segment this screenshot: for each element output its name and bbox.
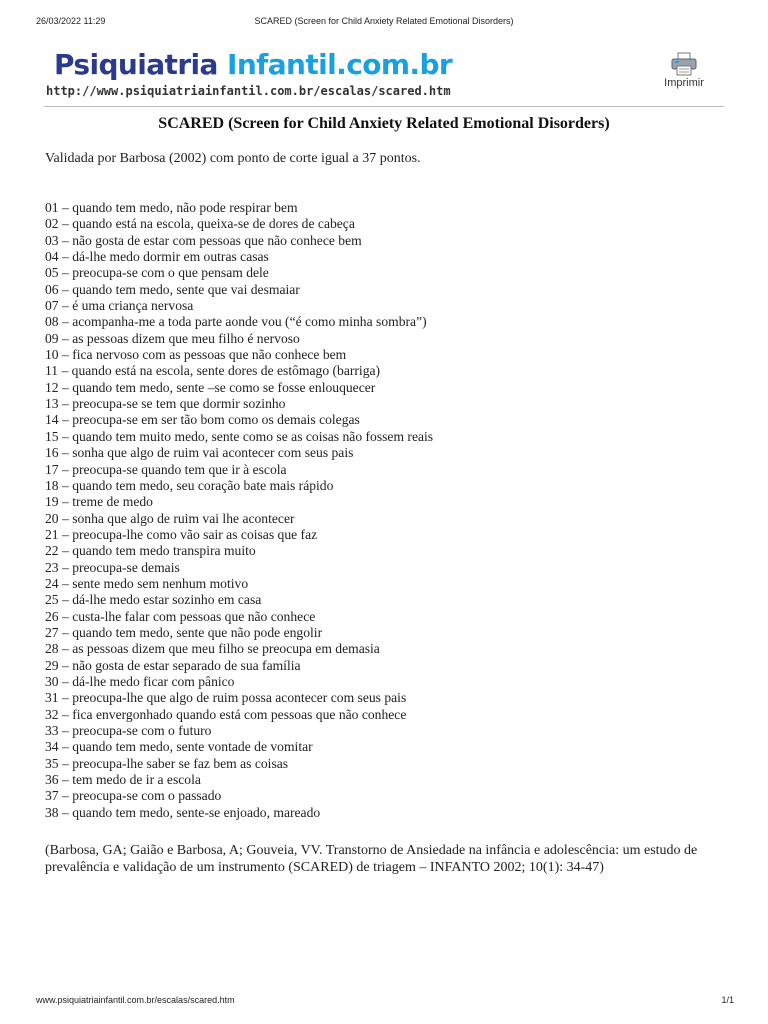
- footer-url: www.psiquiatriainfantil.com.br/escalas/scared.htm: [36, 995, 235, 1005]
- list-item: 03 – não gosta de estar com pessoas que não conhece bem: [45, 232, 362, 248]
- list-item: 20 – sonha que algo de ruim vai lhe acontecer: [45, 510, 295, 526]
- list-item: 38 – quando tem medo, sente-se enjoado, mareado: [45, 804, 321, 820]
- reference-citation: (Barbosa, GA; Gaião e Barbosa, A; Gouveia, VV. Transtorno de Ansiedade na infância e adolescência: um estudo de prevalência e validação de um instrumento (SCARED) de triagem – INFANTO 2002; 10(1): 34-47): [45, 843, 698, 875]
- logo-part-psiquiatria: Psiquiatria: [54, 48, 218, 81]
- list-item: 22 – quando tem medo transpira muito: [45, 543, 256, 559]
- print-button[interactable]: [656, 52, 712, 89]
- list-item: 04 – dá-lhe medo dormir em outras casas: [45, 249, 269, 265]
- list-item: 07 – é uma criança nervosa: [45, 298, 194, 314]
- list-item: 05 – preocupa-se com o que pensam dele: [45, 265, 269, 281]
- page-url[interactable]: http://www.psiquiatriainfantil.com.br/escalas/scared.htm: [46, 84, 451, 98]
- list-item: 17 – preocupa-se quando tem que ir à escola: [45, 461, 287, 477]
- list-item: 06 – quando tem medo, sente que vai desmaiar: [45, 281, 300, 297]
- list-item: 14 – preocupa-se em ser tão bom como os demais colegas: [45, 412, 360, 428]
- page-number: 1/1: [721, 995, 734, 1005]
- site-logo[interactable]: [54, 48, 452, 82]
- list-item: 23 – preocupa-se demais: [45, 559, 180, 575]
- list-item: 08 – acompanha-me a toda parte aonde vou (“é como minha sombra”): [45, 314, 427, 330]
- questionnaire-item-list: [45, 200, 433, 821]
- list-item: 30 – dá-lhe medo ficar com pânico: [45, 673, 235, 689]
- list-item: 25 – dá-lhe medo estar sozinho em casa: [45, 592, 262, 608]
- list-item: 13 – preocupa-se se tem que dormir sozinho: [45, 396, 286, 412]
- list-item: 27 – quando tem medo, sente que não pode engolir: [45, 624, 323, 640]
- logo-part-infantil: Infantil.com.br: [227, 48, 453, 81]
- list-item: 01 – quando tem medo, não pode respirar bem: [45, 200, 298, 215]
- list-item: 37 – preocupa-se com o passado: [45, 788, 222, 804]
- list-item: 29 – não gosta de estar separado de sua família: [45, 657, 301, 673]
- list-item: 16 – sonha que algo de ruim vai acontecer com seus pais: [45, 445, 354, 461]
- list-item: 10 – fica nervoso com as pessoas que não conhece bem: [45, 347, 347, 363]
- list-item: 12 – quando tem medo, sente –se como se fosse enlouquecer: [45, 379, 376, 395]
- list-item: 26 – custa-lhe falar com pessoas que não conhece: [45, 608, 316, 624]
- print-page-title: SCARED (Screen for Child Anxiety Related Emotional Disorders): [254, 16, 514, 26]
- header-divider: [44, 106, 724, 107]
- printer-icon: [670, 52, 698, 76]
- list-item: 31 – preocupa-lhe que algo de ruim possa acontecer com seus pais: [45, 690, 407, 706]
- list-item: 36 – tem medo de ir a escola: [45, 772, 201, 788]
- list-item: 32 – fica envergonhado quando está com pessoas que não conhece: [45, 706, 407, 722]
- list-item: 28 – as pessoas dizem que meu filho se preocupa em demasia: [45, 641, 380, 657]
- print-label: Imprimir: [664, 77, 704, 89]
- list-item: 24 – sente medo sem nenhum motivo: [45, 575, 249, 591]
- list-item: 11 – quando está na escola, sente dores de estômago (barriga): [45, 363, 381, 379]
- list-item: 18 – quando tem medo, seu coração bate mais rápido: [45, 477, 334, 493]
- list-item: 21 – preocupa-lhe como vão sair as coisas que faz: [45, 526, 318, 542]
- print-datetime: 26/03/2022 11:29: [36, 16, 106, 26]
- list-item: 35 – preocupa-lhe saber se faz bem as coisas: [45, 755, 289, 771]
- document-title: SCARED (Screen for Child Anxiety Related Emotional Disorders): [158, 115, 610, 132]
- list-item: 19 – treme de medo: [45, 494, 153, 510]
- list-item: 33 – preocupa-se com o futuro: [45, 723, 212, 738]
- list-item: 34 – quando tem medo, sente vontade de vomitar: [45, 739, 313, 755]
- list-item: 15 – quando tem muito medo, sente como se as coisas não fossem reais: [45, 428, 434, 444]
- list-item: 09 – as pessoas dizem que meu filho é nervoso: [45, 330, 300, 346]
- intro-text: Validada por Barbosa (2002) com ponto de corte igual a 37 pontos.: [45, 151, 421, 166]
- list-item: 02 – quando está na escola, queixa-se de dores de cabeça: [45, 216, 355, 232]
